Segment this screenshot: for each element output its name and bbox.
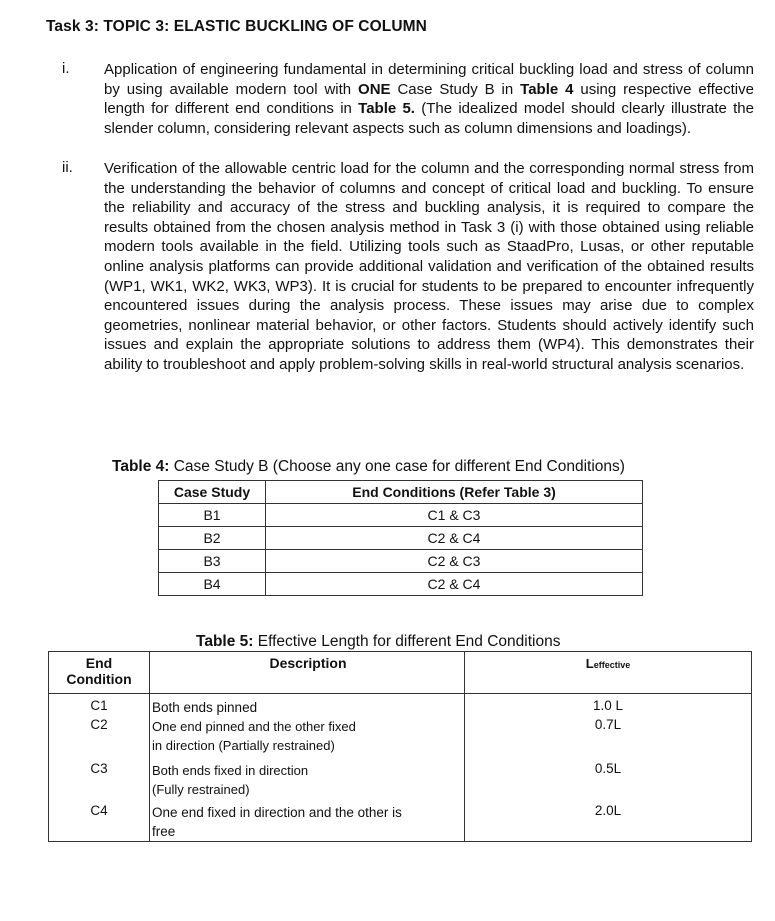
table4-caption: Table 4: Case Study B (Choose any one case for different End Conditions) [112,458,625,475]
table-row [49,717,752,761]
table-4 [158,480,643,596]
table5-cell-condition: C2 [49,717,150,761]
table4-cell: B4 [159,573,266,596]
table-row [49,803,752,842]
table5-caption: Table 5: Effective Length for different End Conditions [196,633,561,650]
table4-header-case: Case Study [159,481,266,504]
table5-cell-description: Both ends pinned [150,694,465,718]
table5-cell-length: 0.5L [465,761,752,803]
table5-header-effective-length: Leffective [465,652,752,694]
table5-cell-length: 0.7L [465,717,752,761]
table5-cell-length: 2.0L [465,803,752,842]
table5-cell-description: Both ends fixed in direction (Fully restrained) [150,761,465,803]
list-item-ii [62,159,754,375]
table4-cell: B2 [159,527,266,550]
table-row [49,761,752,803]
table5-header-description: Description [150,652,465,694]
table4-cell: B3 [159,550,266,573]
table4-cell: C1 & C3 [266,504,643,527]
table4-header-end-conditions: End Conditions (Refer Table 3) [266,481,643,504]
table5-cell-condition: C4 [49,803,150,842]
table5-cell-length: 1.0 L [465,694,752,718]
list-marker: ii. [62,159,73,176]
table-row [159,504,643,527]
list-item-i [62,60,754,138]
list-marker: i. [62,60,70,77]
table-5 [48,651,752,842]
table-row [159,527,643,550]
table4-cell: C2 & C4 [266,573,643,596]
table-row [159,550,643,573]
table-row [159,573,643,596]
table4-cell: B1 [159,504,266,527]
table-row [49,694,752,718]
table5-cell-condition: C3 [49,761,150,803]
item-text: Verification of the allowable centric load for the column and the corresponding normal stress from the understanding the behavior of columns and concept of critical load and buckling. To ensure the reliability and accuracy of the stress and buckling analysis, it is required to compare the results obtained from the chosen analysis method in Task 3 (i) with those obtained using reliable modern tools available in the field. Utilizing tools such as StaadPro, Lusas, or other reputable online analysis platforms can provide additional validation and verification of the obtained results (WP1, WK1, WK2, WK3, WP3). It is crucial for students to be prepared to encounter infrequently encountered issues during the analysis process. These issues may arise due to complex geometries, nonlinear material behavior, or other factors. Students should actively identify such issues and explain the appropriate solutions to address them (WP4). This demonstrates their ability to troubleshoot and apply problem-solving skills in real-world structural analysis scenarios. [104,160,754,373]
table5-header-end-condition: End Condition [49,652,150,694]
table5-cell-condition: C1 [49,694,150,718]
task-title: Task 3: TOPIC 3: ELASTIC BUCKLING OF COLUMN [46,18,427,35]
item-text: Application of engineering fundamental in determining critical buckling load and stress of column by using available modern tool with ONE Case Study B in Table 4 using respective effective length for different end conditions in Table 5. (The idealized model should clearly illustrate the slender column, considering relevant aspects such as column dimensions and loadings). [104,61,754,137]
table5-cell-description: One end fixed in direction and the other is free [150,803,465,842]
table4-cell: C2 & C3 [266,550,643,573]
table5-cell-description: One end pinned and the other fixed in direction (Partially restrained) [150,717,465,761]
table4-cell: C2 & C4 [266,527,643,550]
